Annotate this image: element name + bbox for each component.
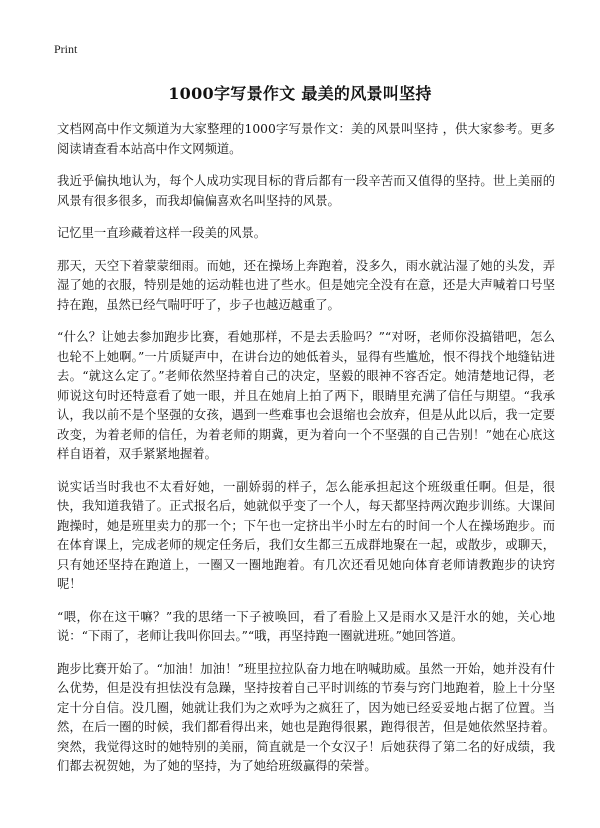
print-label: Print	[54, 42, 78, 56]
paragraph: “什么？让她去参加跑步比赛，看她那样，不是去丢脸吗？”“对呀，老师你没搞错吧，怎么也轮不上她啊。”一片质疑声中，在讲台边的她低着头，显得有些尴尬，恨不得找个地缝钻进去。“就这么定了。”老师依然坚持着自己的决定，坚毅的眼神不容否定。她清楚地记得，老师说这句时还特意看了她一眼，并且在她肩上拍了两下，眼睛里充满了信任与期望。“我承认，我以前不是个坚强的女孩，遇到一些难事也会退缩也会放弃，但是从此以后，我一定要改变，为着老师的信任，为着老师的期冀，更为着向一个不坚强的自己告别！”她在心底这样自语着，双手紧紧地握着。	[57, 330, 555, 461]
paragraph: 我近乎偏执地认为，每个人成功实现目标的背后都有一段辛苦而又值得的坚持。世上美丽的风景有很多很多，而我却偏偏喜欢名叫坚持的风景。	[57, 174, 555, 208]
paragraph: 记忆里一直珍藏着这样一段美的风景。	[57, 226, 267, 240]
article-title: 1000字写景作文 最美的风景叫坚持	[168, 84, 432, 103]
paragraph-intro: 文档网高中作文频道为大家整理的1000字写景作文：美的风景叫坚持 ，供大家参考。更多阅读请查看本站高中作文网频道。	[57, 122, 555, 156]
article-body	[57, 120, 555, 790]
paragraph: 说实话当时我也不太看好她，一副娇弱的样子，怎么能承担起这个班级重任啊。但是，很快，我知道我错了。正式报名后，她就似乎变了一个人，每天都坚持两次跑步训练。大课间跑操时，她是班里卖力的那一个；下午也一定挤出半小时左右的时间一个人在操场跑步。而在体育课上，完成老师的规定任务后，我们女生都三五成群地聚在一起，或散步，或聊天，只有她还坚持在跑道上，一圈又一圈地跑着。有几次还看见她向体育老师请教跑步的诀窍呢！	[57, 479, 555, 591]
paragraph: 那天，天空下着蒙蒙细雨。而她，还在操场上奔跑着，没多久，雨水就沾湿了她的头发，弄湿了她的衣服，特别是她的运动鞋也进了些水。但是她完全没有在意，还是大声喊着口号坚持在跑，虽然已经气喘吁吁了，步子也越迈越重了。	[57, 258, 555, 312]
paragraph: “喂，你在这干嘛？”我的思绪一下子被唤回，看了看脸上又是雨水又是汗水的她，关心地说：“下雨了，老师让我叫你回去。”“哦，再坚持跑一圈就进班。”她回答道。	[57, 609, 555, 643]
paragraph: 跑步比赛开始了。“加油！加油！”班里拉拉队奋力地在呐喊助威。虽然一开始，她并没有什么优势，但是没有担怯没有急躁，坚持按着自己平时训练的节奏与窍门地跑着，脸上十分坚定十分自信。没几圈，她就让我们为之欢呼为之疯狂了，因为她已经妥妥地占据了位置。当然，在后一圈的时候，我们都看得出来，她也是跑得很累，跑得很苦，但是她依然坚持着。突然，我觉得这时的她特别的美丽，简直就是一个女汉子！后她获得了第二名的好成绩，我们都去祝贺她，为了她的坚持，为了她给班级赢得的荣誉。	[57, 661, 555, 773]
